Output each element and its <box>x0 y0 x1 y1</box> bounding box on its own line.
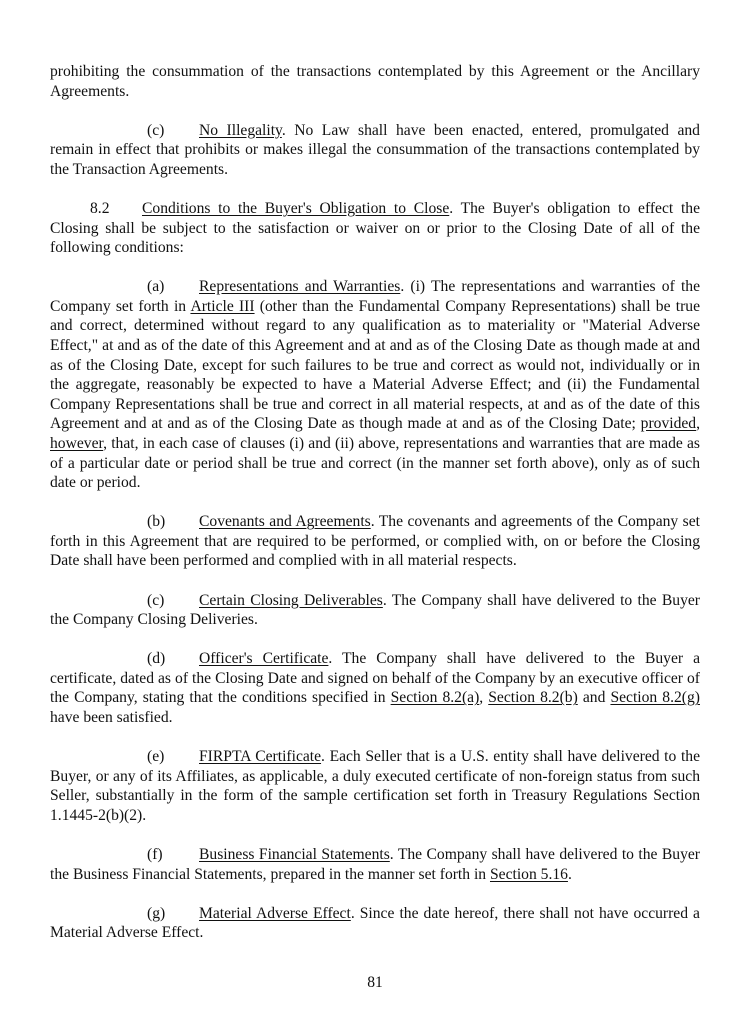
provided-term: provided <box>640 415 697 433</box>
article-iii-link[interactable]: Article III <box>190 297 255 315</box>
clause-number: (a) <box>147 278 165 296</box>
clause-number: (f) <box>147 846 163 863</box>
section-8-2-a-link[interactable]: Section 8.2(a) <box>390 689 480 707</box>
clause-title: Covenants and Agreements <box>199 513 371 531</box>
section-title: Conditions to the Buyer's Obligation to Close <box>142 199 450 217</box>
section-8-2: 8.2 Conditions to the Buyer's Obligation to Close. The Buyer's obligation to effect the Closing shall be subject to the satisfaction or waiver on or prior to the Closing Date of all of the following conditions: <box>50 199 700 257</box>
clause-title: Representations and Warranties <box>199 278 401 296</box>
section-8-2-b-link[interactable]: Section 8.2(b) <box>488 689 578 707</box>
clause-title: FIRPTA Certificate <box>199 748 322 766</box>
clause-number: (g) <box>147 904 166 922</box>
clause-number: (c) <box>147 121 165 139</box>
paragraph-8-2-g: (g) Material Adverse Effect. Since the date hereof, there shall not have occurred a Material Adverse Effect. <box>50 904 700 942</box>
paragraph-8-2-a: (a) Representations and Warranties. (i) The representations and warranties of the Company set forth in Article III (other than the Fundamental Company Representations) shall be true and correct, determined without regard to any qualification as to materiality or "Material Adverse Effect," at and as of the date of this Agreement and at and as of the Closing Date as though made at and as of the Closing Date, except for such failures to be true and correct as would not, individually or in the aggregate, reasonably be expected to have a Material Adverse Effect; and (ii) the Fundamental Company Representations shall be true and correct in all material respects, at and as of the date of this Agreement and at and as of the Closing Date as though made at and as of the Closing Date; provided, however, that, in each case of clauses (i) and (ii) above, representations and warranties that are made as of a particular date or period shall be true and correct (in the manner set forth above), only as of such date or period. <box>50 278 700 492</box>
paragraph-8-2-c: (c) Certain Closing Deliverables. The Company shall have delivered to the Buyer the Company Closing Deliveries. <box>50 591 700 629</box>
paragraph-continuation: prohibiting the consummation of the transactions contemplated by this Agreement or the Ancillary Agreements. <box>50 63 700 100</box>
section-5-16-link[interactable]: Section 5.16 <box>489 865 568 883</box>
section-number: 8.2 <box>90 199 110 217</box>
paragraph-8-2-f: (f) Business Financial Statements. The Company shall have delivered to the Buyer the Business Financial Statements, prepared in the manner set forth in Section 5.16. <box>50 846 700 883</box>
clause-title: No Illegality <box>199 121 282 139</box>
clause-title: Business Financial Statements <box>199 846 390 863</box>
paragraph-8-2-b: (b) Covenants and Agreements. The covenants and agreements of the Company set forth in this Agreement that are required to be performed, or complied with, on or before the Closing Date shall have been performed and complied with in all material respects. <box>50 513 700 570</box>
clause-number: (b) <box>147 513 166 531</box>
clause-number: (e) <box>147 748 165 766</box>
clause-number: (d) <box>147 650 166 668</box>
clause-title: Certain Closing Deliverables <box>199 591 383 609</box>
however-term: however <box>50 435 104 452</box>
page-number: 81 <box>367 974 383 991</box>
paragraph-8-2-d: (d) Officer's Certificate. The Company shall have delivered to the Buyer a certificate, dated as of the Closing Date and signed on behalf of the Company by an executive officer of the Company, stating that the conditions specified in Section 8.2(a), Section 8.2(b) and Section 8.2(g) have been satisfied. <box>50 650 701 727</box>
clause-title: Material Adverse Effect <box>199 904 351 922</box>
clause-title: Officer's Certificate <box>199 650 329 668</box>
section-8-2-g-link[interactable]: Section 8.2(g) <box>610 689 700 707</box>
clause-number: (c) <box>147 591 165 609</box>
paragraph-8-2-e: (e) FIRPTA Certificate. Each Seller that is a U.S. entity shall have delivered to the Buyer, or any of its Affiliates, as applicable, a duly executed certificate of non-foreign status from such Seller, substantially in the form of the sample certification set forth in Treasury Regulations Section 1.1445-2(b)(2). <box>50 748 700 824</box>
paragraph-8-1-c: (c) No Illegality. No Law shall have been enacted, entered, promulgated and remain in effect that prohibits or makes illegal the consummation of the transactions contemplated by the Transaction Agreements. <box>50 121 700 178</box>
document-page <box>50 62 700 962</box>
